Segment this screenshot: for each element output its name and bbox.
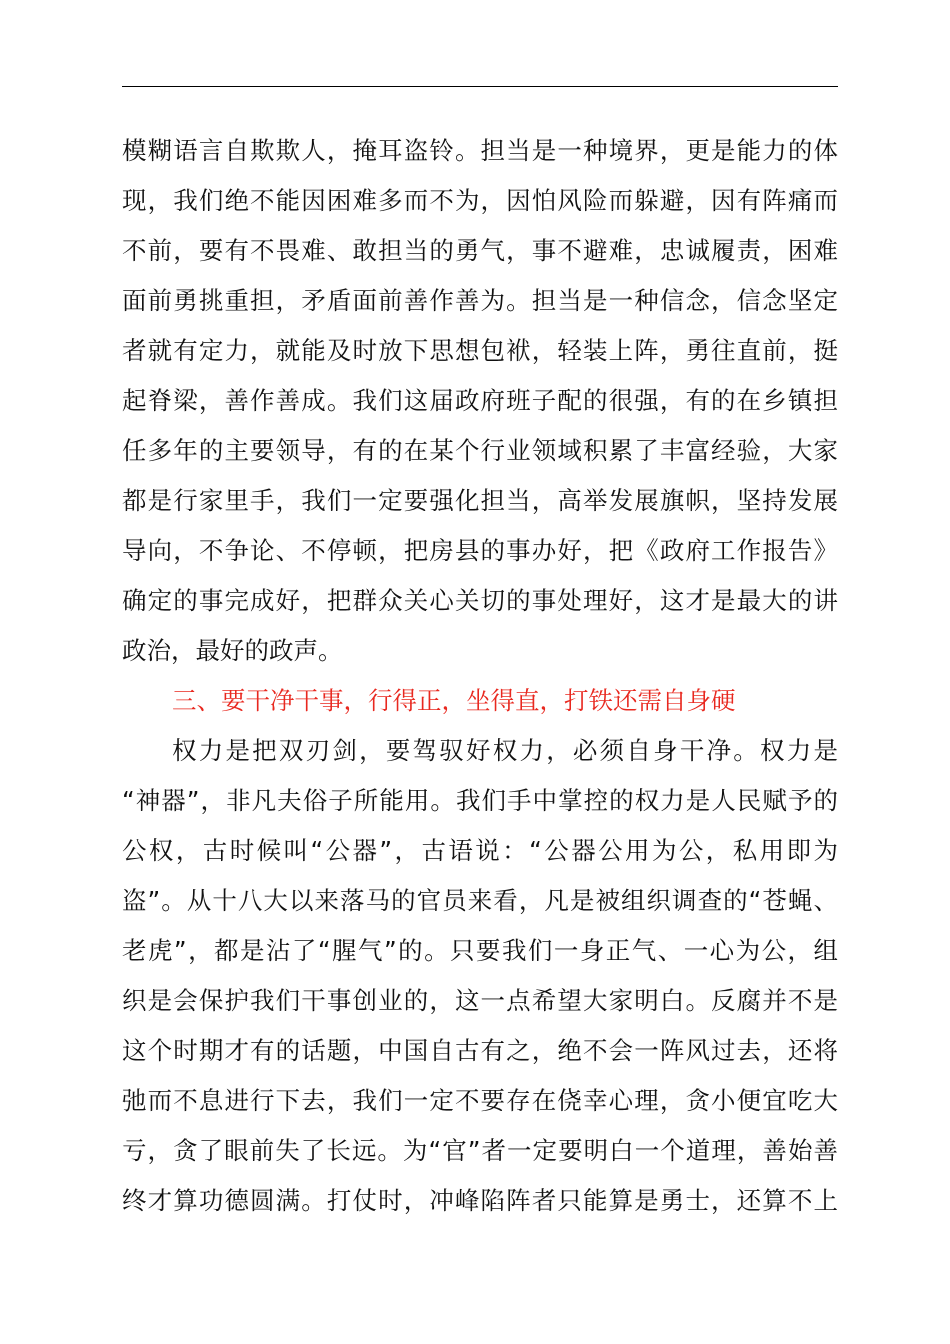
text-line: 确定的事完成好，把群众关心关切的事处理好，这才是最大的讲 [122,586,838,615]
text-line: 任多年的主要领导，有的在某个行业领域积累了丰富经验，大家 [122,436,838,465]
text-line: 弛而不息进行下去，我们一定不要存在侥幸心理，贪小便宜吃大 [122,1086,838,1115]
text-line: 不前，要有不畏难、敢担当的勇气，事不避难，忠诚履责，困难 [122,236,838,265]
header-rule [122,86,838,87]
text-line: 这个时期才有的话题，中国自古有之，绝不会一阵风过去，还将 [122,1036,838,1065]
text-line: 终才算功德圆满。打仗时，冲峰陷阵者只能算是勇士，还算不上 [122,1186,838,1215]
text-line: 亏，贪了眼前失了长远。为“官”者一定要明白一个道理，善始善 [122,1136,838,1165]
paragraph-2 [122,726,838,1226]
paragraph-1 [122,126,838,676]
text-line: 导向，不争论、不停顿，把房县的事办好，把《政府工作报告》 [122,536,838,565]
document-body [122,126,838,1226]
text-line: 都是行家里手，我们一定要强化担当，高举发展旗帜，坚持发展 [122,486,838,515]
text-line: 者就有定力，就能及时放下思想包袱，轻装上阵，勇往直前，挺 [122,336,838,365]
text-line: “神器”，非凡夫俗子所能用。我们手中掌控的权力是人民赋予的 [122,786,838,815]
text-line: 现，我们绝不能因困难多而不为，因怕风险而躲避，因有阵痛而 [122,186,838,215]
text-line: 盗”。从十八大以来落马的官员来看，凡是被组织调查的“苍蝇、 [122,886,838,915]
text-line: 织是会保护我们干事创业的，这一点希望大家明白。反腐并不是 [122,986,838,1015]
text-line: 起脊梁，善作善成。我们这届政府班子配的很强，有的在乡镇担 [122,386,838,415]
text-line: 政治，最好的政声。 [122,636,343,665]
text-line: 公权，古时候叫“公器”，古语说：“公器公用为公，私用即为 [122,836,838,865]
text-line: 模糊语言自欺欺人，掩耳盗铃。担当是一种境界，更是能力的体 [122,136,838,165]
section-heading: 三、要干净干事，行得正，坐得直，打铁还需自身硬 [172,686,736,715]
text-line: 权力是把双刃剑，要驾驭好权力，必须自身干净。权力是 [172,736,838,765]
text-line: 面前勇挑重担，矛盾面前善作善为。担当是一种信念，信念坚定 [122,286,838,315]
text-line: 老虎”，都是沾了“腥气”的。只要我们一身正气、一心为公，组 [122,936,838,965]
